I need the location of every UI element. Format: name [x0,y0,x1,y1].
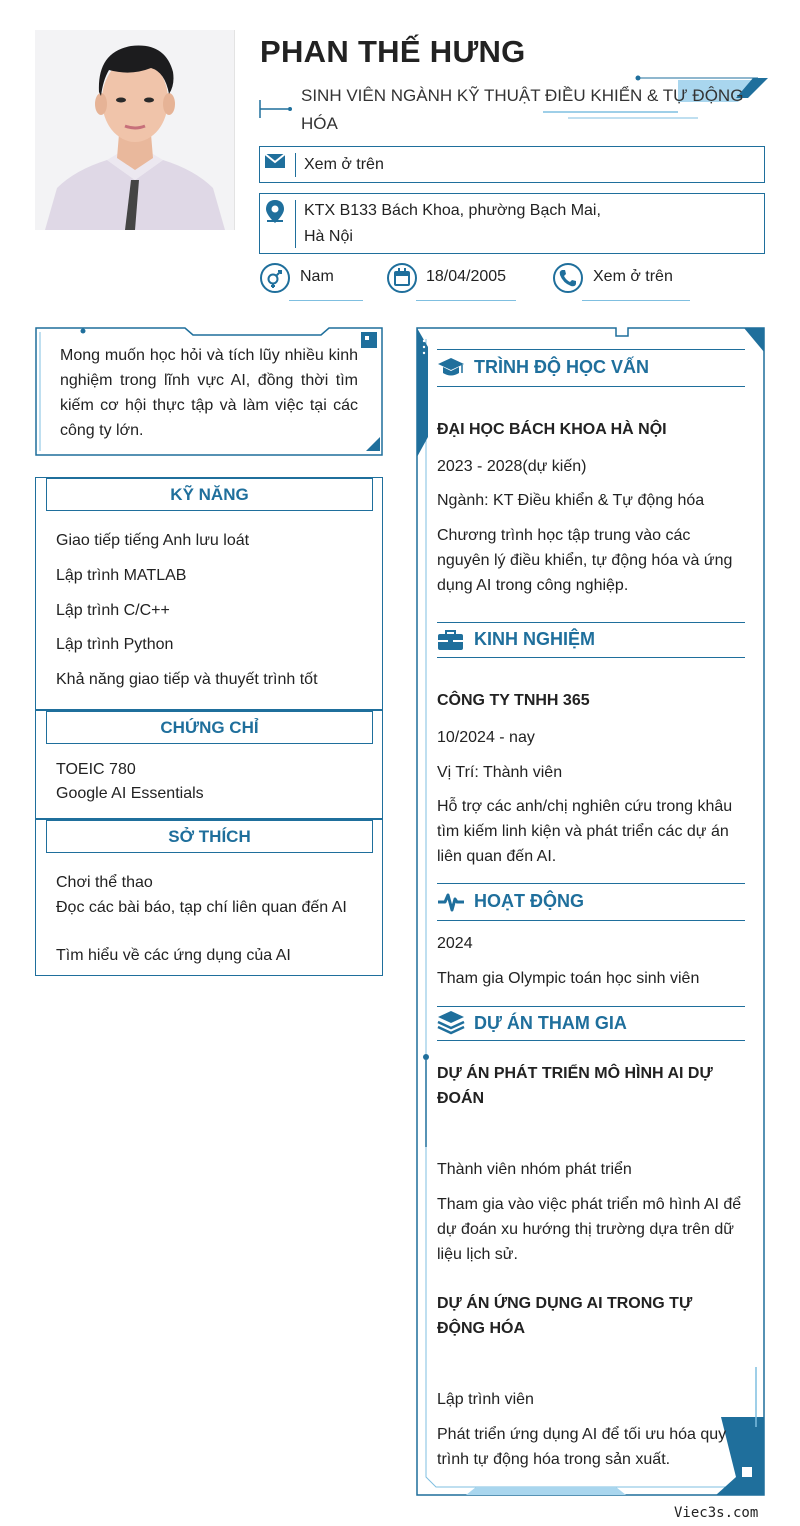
skill-item: Lập trình C/C++ [56,602,170,619]
heartbeat-icon [437,891,465,918]
education-heading: TRÌNH ĐỘ HỌC VẤN [474,357,649,377]
phone-item [552,262,692,304]
hobbies-section [35,819,383,976]
candidate-name: PHAN THẾ HƯNG [260,34,526,69]
map-pin-icon [265,199,285,230]
skill-item: Lập trình Python [56,636,174,653]
candidate-title: SINH VIÊN NGÀNH KỸ THUẬT ĐIỀU KHIỂN & TỰ ĐỘNG HÓA [301,86,744,133]
divider [437,1006,745,1007]
address-row [259,193,765,254]
divider [437,1040,745,1041]
hobbies-heading: SỞ THÍCH [46,820,373,853]
gender-item [259,262,369,304]
hobby-item: Tìm hiểu về các ứng dụng của AI [56,947,291,964]
education-major: Ngành: KT Điều khiển & Tự động hóa [437,492,705,509]
project-name: DỰ ÁN PHÁT TRIỂN MÔ HÌNH AI DỰ ĐOÁN [437,1065,713,1107]
experience-description: Hỗ trợ các anh/chị nghiên cứu trong khâu tìm kiếm linh kiện và phát triển các dự án liên quan đến AI. [437,798,733,865]
phone-icon [552,262,584,299]
gender-value: Nam [300,268,334,285]
hobby-item: Chơi thể thao [56,874,153,891]
skill-item: Lập trình MATLAB [56,567,187,584]
skill-item: Khả năng giao tiếp và thuyết trình tốt [56,671,318,688]
divider [437,883,745,884]
gender-icon [259,262,291,299]
school-name: ĐẠI HỌC BÁCH KHOA HÀ NỘI [437,421,667,438]
project-role: Thành viên nhóm phát triển [437,1161,632,1178]
address-line-1: KTX B133 Bách Khoa, phường Bạch Mai, [304,202,601,219]
hobby-item: Đọc các bài báo, tạp chí liên quan đến AI [56,899,347,916]
skills-heading: KỸ NĂNG [46,478,373,511]
briefcase-icon [437,628,464,657]
phone-value: Xem ở trên [593,268,673,285]
skills-section [35,477,383,710]
certificates-section [35,710,383,819]
certificates-heading: CHỨNG CHỈ [46,711,373,744]
activity-description: Tham gia Olympic toán học sinh viên [437,970,700,987]
experience-position: Vị Trí: Thành viên [437,764,563,781]
company-name: CÔNG TY TNHH 365 [437,692,590,709]
experience-period: 10/2024 - nay [437,729,535,746]
projects-heading: DỰ ÁN THAM GIA [474,1013,627,1033]
birthday-item [386,262,521,304]
divider [437,622,745,623]
birthday-value: 18/04/2005 [426,268,507,285]
graduation-cap-icon [437,355,465,384]
footer-brand: Viec3s.com [674,1505,759,1521]
experience-heading: KINH NGHIỆM [474,629,595,649]
skill-item: Giao tiếp tiếng Anh lưu loát [56,532,250,549]
email-row [259,146,765,183]
divider [437,657,745,658]
education-period: 2023 - 2028(dự kiến) [437,458,587,475]
profile-photo [35,30,235,230]
calendar-icon [386,262,418,299]
envelope-icon [264,152,286,175]
activities-heading: HOẠT ĐỘNG [474,891,584,911]
layers-icon [437,1010,465,1041]
project-name: DỰ ÁN ỨNG DỤNG AI TRONG TỰ ĐỘNG HÓA [437,1295,693,1337]
certificate-item: TOEIC 780 [56,761,136,778]
activity-year: 2024 [437,935,473,952]
divider [437,349,745,350]
email-value: Xem ở trên [304,156,384,173]
objective-text: Mong muốn học hỏi và tích lũy nhiều kinh nghiệm trong lĩnh vực AI, đồng thời tìm kiếm cơ hội thực tập và làm việc tại các công ty lớn. [60,347,358,439]
divider [437,920,745,921]
project-description: Tham gia vào việc phát triển mô hình AI để dự đoán xu hướng thị trường dựa trên dữ liệu lịch sử. [437,1196,742,1263]
divider [437,386,745,387]
objective-box [35,327,383,456]
project-description: Phát triển ứng dụng AI để tối ưu hóa quy trình tự động hóa trong sản xuất. [437,1426,727,1468]
education-description: Chương trình học tập trung vào các nguyên lý điều khiển, tự động hóa và ứng dụng AI trong công nghiệp. [437,527,733,594]
certificate-item: Google AI Essentials [56,785,204,802]
project-role: Lập trình viên [437,1391,534,1408]
address-line-2: Hà Nội [304,228,353,245]
